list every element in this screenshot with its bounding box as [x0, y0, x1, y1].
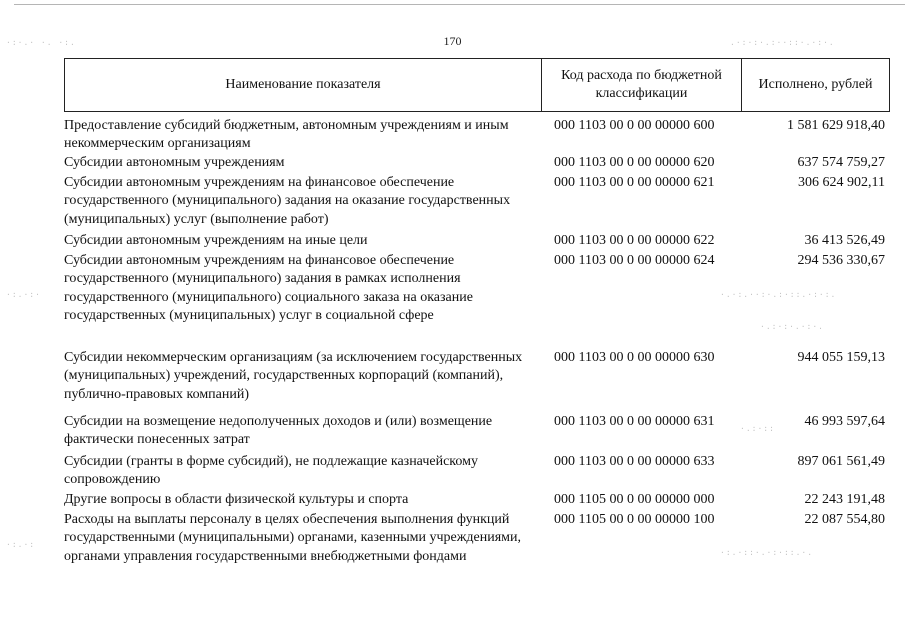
scan-noise: ·.:·:: — [740, 424, 775, 433]
row-name: Предоставление субсидий бюджетным, автономным учреждениям и иным некоммерческим организациям — [64, 118, 509, 152]
row-amount: 294 536 330,67 — [797, 253, 885, 268]
scan-noise: ·:·.· ·. ·:. — [6, 38, 76, 47]
row-amount: 306 624 902,11 — [798, 175, 885, 190]
row-amount: 1 581 629 918,40 — [787, 118, 885, 133]
row-code: 000 1103 00 0 00 00000 620 — [554, 155, 715, 170]
row-name: Другие вопросы в области физической культуры и спорта — [64, 492, 409, 507]
row-name: Субсидии (гранты в форме субсидий), не подлежащие казначейскому сопровождению — [64, 454, 478, 488]
row-amount: 22 087 554,80 — [804, 512, 885, 527]
row-name: Субсидии автономным учреждениям на иные цели — [64, 233, 368, 248]
row-amount: 897 061 561,49 — [797, 454, 885, 469]
page-number: 170 — [443, 34, 462, 48]
scan-noise: ·:.·:· — [6, 290, 41, 299]
header-code-column: Код расхода по бюджетной классификации — [542, 59, 742, 111]
row-code: 000 1103 00 0 00 00000 622 — [554, 233, 715, 248]
scan-noise: ·:.·::·.·:·::.·. — [720, 548, 814, 557]
row-amount: 36 413 526,49 — [804, 233, 885, 248]
top-edge-line — [14, 4, 905, 5]
header-name-column: Наименование показателя — [65, 59, 542, 111]
row-name: Расходы на выплаты персоналу в целях обеспечения выполнения функций государственными (муниципальными) органами, казенными учреждениями, органами управления государственными внебюджетными фондами — [64, 512, 521, 564]
row-code: 000 1103 00 0 00 00000 600 — [554, 118, 715, 133]
row-code: 000 1105 00 0 00 00000 100 — [554, 512, 715, 527]
row-amount: 944 055 159,13 — [797, 350, 885, 365]
row-amount: 22 243 191,48 — [804, 492, 885, 507]
row-code: 000 1105 00 0 00 00000 000 — [554, 492, 715, 507]
row-name: Субсидии автономным учреждениям на финансовое обеспечение государственного (муниципального) задания в рамках исполнения государственного (муниципального) социального заказа на оказание государственных (муниципальных) услуг в социальной сфере — [64, 253, 473, 323]
scan-noise: ·.·:.··:·.:·::.·:·:. — [720, 290, 837, 299]
row-name: Субсидии автономным учреждениям — [64, 155, 285, 170]
row-name: Субсидии автономным учреждениям на финансовое обеспечение государственного (муниципального) задания на оказание государственных (муниципальных) услуг (выполнение работ) — [64, 175, 511, 227]
row-amount: 637 574 759,27 — [797, 155, 885, 170]
scan-noise: ·:.·: — [6, 540, 36, 549]
row-code: 000 1103 00 0 00 00000 621 — [554, 175, 715, 190]
row-name: Субсидии некоммерческим организациям (за исключением государственных (муниципальных) учреждений, государственных корпораций (компаний), публично-правовых компаний) — [64, 350, 523, 402]
row-name: Субсидии на возмещение недополученных доходов и (или) возмещение фактически понесенных затрат — [64, 414, 493, 448]
row-code: 000 1103 00 0 00 00000 630 — [554, 350, 715, 365]
table-header — [64, 58, 890, 112]
header-amount-column: Исполнено, рублей — [758, 77, 873, 92]
scan-noise: .·:·:·.:··::·.·:·. — [730, 38, 835, 47]
row-amount: 46 993 597,64 — [804, 414, 885, 429]
row-code: 000 1103 00 0 00 00000 631 — [554, 414, 715, 429]
scan-noise: ·.:·:·.·:·. — [760, 322, 824, 331]
row-code: 000 1103 00 0 00 00000 624 — [554, 253, 715, 268]
row-code: 000 1103 00 0 00 00000 633 — [554, 454, 715, 469]
